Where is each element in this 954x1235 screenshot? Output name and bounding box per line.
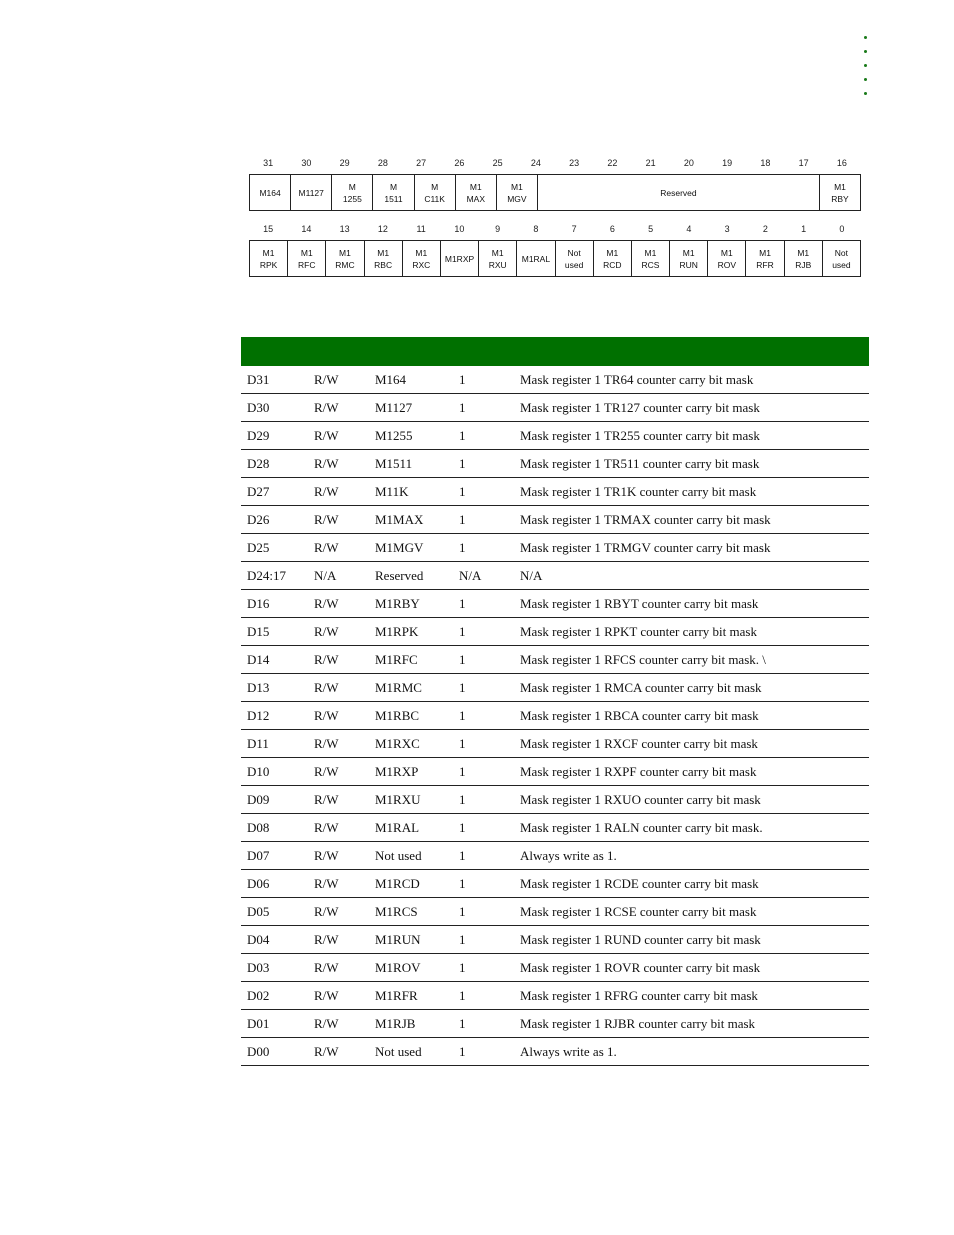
bit-number: 21 <box>645 158 656 168</box>
field-name-cell: M164 <box>369 366 453 394</box>
field-name-cell: M1127 <box>369 394 453 422</box>
bit-cell: D29 <box>241 422 308 450</box>
description-cell: Mask register 1 RXPF counter carry bit mask <box>514 758 869 786</box>
bit-number: 12 <box>377 224 388 234</box>
table-row <box>241 450 869 478</box>
table-row <box>241 506 869 534</box>
field-name-cell: M1511 <box>369 450 453 478</box>
default-cell: 1 <box>453 394 514 422</box>
table-row <box>241 534 869 562</box>
field-name-cell: Not used <box>369 842 453 870</box>
access-cell: R/W <box>308 618 369 646</box>
access-cell: R/W <box>308 926 369 954</box>
header-cell <box>369 337 453 366</box>
default-cell: 1 <box>453 898 514 926</box>
bit-number: 8 <box>533 224 539 234</box>
default-cell: 1 <box>453 786 514 814</box>
bit-cell: D09 <box>241 786 308 814</box>
description-cell: Mask register 1 RCSE counter carry bit mask <box>514 898 869 926</box>
bit-cell: D10 <box>241 758 308 786</box>
access-cell: R/W <box>308 702 369 730</box>
access-cell: R/W <box>308 590 369 618</box>
default-cell: 1 <box>453 702 514 730</box>
field-name-cell: M1RXU <box>369 786 453 814</box>
bit-number: 3 <box>724 224 730 234</box>
bit-field-cell: M C11K <box>415 175 456 210</box>
description-cell: Always write as 1. <box>514 1038 869 1066</box>
default-cell: 1 <box>453 422 514 450</box>
table-row <box>241 394 869 422</box>
description-cell: Mask register 1 RXUO counter carry bit mask <box>514 786 869 814</box>
bit-cell: D16 <box>241 590 308 618</box>
header-cell <box>241 337 308 366</box>
bit-number: 13 <box>339 224 350 234</box>
access-cell: R/W <box>308 394 369 422</box>
bit-field-cell: Not used <box>556 241 594 276</box>
table-row <box>241 870 869 898</box>
bit-cells-high <box>249 174 861 211</box>
access-cell: R/W <box>308 646 369 674</box>
access-cell: R/W <box>308 450 369 478</box>
bit-field-cell: M1127 <box>291 175 332 210</box>
table-row <box>241 926 869 954</box>
bit-number: 11 <box>416 224 426 234</box>
bit-number: 9 <box>495 224 501 234</box>
default-cell: 1 <box>453 758 514 786</box>
field-name-cell: M1RUN <box>369 926 453 954</box>
dot-icon <box>864 92 867 95</box>
table-row <box>241 814 869 842</box>
bit-cell: D06 <box>241 870 308 898</box>
bit-field-cell: M1 RXU <box>479 241 517 276</box>
bit-cell: D08 <box>241 814 308 842</box>
bit-field-cell: M164 <box>250 175 291 210</box>
bit-number: 14 <box>301 224 312 234</box>
default-cell: 1 <box>453 1010 514 1038</box>
field-name-cell: M1RJB <box>369 1010 453 1038</box>
bit-cell: D30 <box>241 394 308 422</box>
access-cell: R/W <box>308 1010 369 1038</box>
bit-number: 6 <box>609 224 615 234</box>
dot-icon <box>864 36 867 39</box>
bit-number: 17 <box>798 158 809 168</box>
description-cell: Mask register 1 TR64 counter carry bit mask <box>514 366 869 394</box>
bit-field-cell: M1 RXC <box>403 241 441 276</box>
description-cell: Mask register 1 RFRG counter carry bit mask <box>514 982 869 1010</box>
bit-field-cell: Not used <box>832 247 851 270</box>
default-cell: 1 <box>453 590 514 618</box>
bit-cell: D13 <box>241 674 308 702</box>
bit-number: 26 <box>454 158 465 168</box>
description-cell: Mask register 1 TR127 counter carry bit mask <box>514 394 869 422</box>
field-name-cell: M1RAL <box>369 814 453 842</box>
default-cell: 1 <box>453 478 514 506</box>
description-cell: Mask register 1 TRMGV counter carry bit mask <box>514 534 869 562</box>
bit-field-cell: M1 ROV <box>708 241 746 276</box>
header-cell <box>453 337 514 366</box>
table-row <box>241 730 869 758</box>
bit-field-cell: M1 RCD <box>594 241 632 276</box>
bit-cell: D24:17 <box>241 562 308 590</box>
bit-field-cell: M1 RCS <box>632 241 670 276</box>
bit-field-cell: M1RXP <box>441 241 479 276</box>
table-row <box>241 562 869 590</box>
bit-number: 7 <box>571 224 577 234</box>
bit-field-cell: M1 MGV <box>497 175 538 210</box>
bit-field-cell: M1 RFR <box>746 241 784 276</box>
bit-cells-low <box>249 240 861 277</box>
bit-numbers-low <box>249 224 861 240</box>
bit-number: 24 <box>530 158 541 168</box>
default-cell: 1 <box>453 646 514 674</box>
bit-number: 0 <box>839 224 845 234</box>
field-name-cell: M1RXC <box>369 730 453 758</box>
description-cell: Mask register 1 TR511 counter carry bit mask <box>514 450 869 478</box>
description-cell: Mask register 1 RBCA counter carry bit mask <box>514 702 869 730</box>
bit-cell: D11 <box>241 730 308 758</box>
bit-numbers-high <box>249 158 861 174</box>
bit-field-cell: M1 RBY <box>831 181 849 204</box>
description-cell: Mask register 1 RJBR counter carry bit mask <box>514 1010 869 1038</box>
default-cell: 1 <box>453 366 514 394</box>
table-header-row <box>241 337 869 366</box>
bit-cell: D27 <box>241 478 308 506</box>
bit-field-cell: M 1511 <box>373 175 414 210</box>
bit-number: 20 <box>683 158 694 168</box>
bit-number: 18 <box>760 158 771 168</box>
default-cell: 1 <box>453 730 514 758</box>
access-cell: R/W <box>308 674 369 702</box>
bit-number: 10 <box>454 224 465 234</box>
field-name-cell: M1RXP <box>369 758 453 786</box>
access-cell: R/W <box>308 730 369 758</box>
access-cell: R/W <box>308 478 369 506</box>
default-cell: 1 <box>453 450 514 478</box>
table-row <box>241 786 869 814</box>
access-cell: R/W <box>308 954 369 982</box>
field-name-cell: M1MGV <box>369 534 453 562</box>
default-cell: 1 <box>453 1038 514 1066</box>
description-cell: Mask register 1 TR255 counter carry bit mask <box>514 422 869 450</box>
bit-field-cell: Reserved <box>538 175 820 210</box>
default-cell: 1 <box>453 674 514 702</box>
table-row <box>241 1038 869 1066</box>
bit-cell: D28 <box>241 450 308 478</box>
bit-number: 15 <box>263 224 274 234</box>
bit-number: 28 <box>377 158 388 168</box>
bit-number: 2 <box>762 224 768 234</box>
access-cell: N/A <box>308 562 369 590</box>
bit-number: 5 <box>648 224 654 234</box>
field-name-cell: M1RFC <box>369 646 453 674</box>
register-table-body <box>241 366 869 1066</box>
dot-icon <box>864 78 867 81</box>
bit-cell: D14 <box>241 646 308 674</box>
table-row <box>241 954 869 982</box>
table-row <box>241 590 869 618</box>
bit-cell: D31 <box>241 366 308 394</box>
bit-field-cell: M1 RMC <box>326 241 364 276</box>
bit-cell: D00 <box>241 1038 308 1066</box>
bit-number: 23 <box>569 158 580 168</box>
access-cell: R/W <box>308 422 369 450</box>
default-cell: 1 <box>453 618 514 646</box>
bit-cell: D02 <box>241 982 308 1010</box>
default-cell: 1 <box>453 870 514 898</box>
bit-field-cell: M1 RFC <box>288 241 326 276</box>
description-cell: Mask register 1 TR1K counter carry bit mask <box>514 478 869 506</box>
description-cell: Mask register 1 RMCA counter carry bit mask <box>514 674 869 702</box>
description-cell: Mask register 1 ROVR counter carry bit mask <box>514 954 869 982</box>
access-cell: R/W <box>308 1038 369 1066</box>
table-row <box>241 646 869 674</box>
bit-cell: D25 <box>241 534 308 562</box>
field-name-cell: M11K <box>369 478 453 506</box>
access-cell: R/W <box>308 506 369 534</box>
access-cell: R/W <box>308 982 369 1010</box>
bit-field-cell: M1 MAX <box>456 175 497 210</box>
bit-number: 1 <box>801 224 807 234</box>
default-cell: N/A <box>453 562 514 590</box>
default-cell: 1 <box>453 814 514 842</box>
description-cell: Mask register 1 RFCS counter carry bit mask. \ <box>514 646 869 674</box>
field-name-cell: M1RCD <box>369 870 453 898</box>
table-row <box>241 618 869 646</box>
bit-number: 22 <box>607 158 618 168</box>
bit-cell: D04 <box>241 926 308 954</box>
field-name-cell: M1RMC <box>369 674 453 702</box>
bit-map-low <box>249 224 861 277</box>
default-cell: 1 <box>453 926 514 954</box>
access-cell: R/W <box>308 842 369 870</box>
table-row <box>241 674 869 702</box>
description-cell: N/A <box>514 562 869 590</box>
bit-field-cell: M1 RUN <box>670 241 708 276</box>
default-cell: 1 <box>453 982 514 1010</box>
bit-cell: D26 <box>241 506 308 534</box>
field-name-cell: M1255 <box>369 422 453 450</box>
description-cell: Mask register 1 RALN counter carry bit mask. <box>514 814 869 842</box>
description-cell: Mask register 1 RCDE counter carry bit mask <box>514 870 869 898</box>
field-name-cell: Reserved <box>369 562 453 590</box>
bit-cell: D07 <box>241 842 308 870</box>
bit-cell: D15 <box>241 618 308 646</box>
default-cell: 1 <box>453 954 514 982</box>
default-cell: 1 <box>453 842 514 870</box>
table-row <box>241 478 869 506</box>
bit-field-cell: M1 RPK <box>250 241 288 276</box>
bit-field-cell: M1RAL <box>517 241 555 276</box>
bit-cell: D12 <box>241 702 308 730</box>
bit-number: 16 <box>836 158 847 168</box>
bit-number: 25 <box>492 158 503 168</box>
default-cell: 1 <box>453 506 514 534</box>
bit-field-cell: M1 RBC <box>365 241 403 276</box>
header-cell <box>308 337 369 366</box>
description-cell: Mask register 1 TRMAX counter carry bit mask <box>514 506 869 534</box>
description-cell: Mask register 1 RPKT counter carry bit mask <box>514 618 869 646</box>
bit-number: 29 <box>339 158 350 168</box>
table-row <box>241 366 869 394</box>
description-cell: Always write as 1. <box>514 842 869 870</box>
bit-cell: D03 <box>241 954 308 982</box>
field-name-cell: M1RBY <box>369 590 453 618</box>
bit-number: 4 <box>686 224 692 234</box>
dot-icon <box>864 64 867 67</box>
access-cell: R/W <box>308 758 369 786</box>
table-row <box>241 422 869 450</box>
table-row <box>241 898 869 926</box>
access-cell: R/W <box>308 870 369 898</box>
bit-cell: D05 <box>241 898 308 926</box>
default-cell: 1 <box>453 534 514 562</box>
table-row <box>241 702 869 730</box>
table-row <box>241 1010 869 1038</box>
field-name-cell: M1ROV <box>369 954 453 982</box>
description-cell: Mask register 1 RXCF counter carry bit mask <box>514 730 869 758</box>
access-cell: R/W <box>308 786 369 814</box>
bit-number: 19 <box>722 158 733 168</box>
table-row <box>241 842 869 870</box>
bit-cell: D01 <box>241 1010 308 1038</box>
access-cell: R/W <box>308 534 369 562</box>
field-name-cell: M1RBC <box>369 702 453 730</box>
table-row <box>241 982 869 1010</box>
header-cell <box>514 337 869 366</box>
description-cell: Mask register 1 RBYT counter carry bit mask <box>514 590 869 618</box>
dot-icon <box>864 50 867 53</box>
access-cell: R/W <box>308 814 369 842</box>
field-name-cell: M1RFR <box>369 982 453 1010</box>
table-row <box>241 758 869 786</box>
bit-number: 27 <box>416 158 427 168</box>
bit-field-cell: M 1255 <box>332 175 373 210</box>
margin-dots <box>864 36 870 106</box>
bit-field-cell: M1 RJB <box>785 241 823 276</box>
register-table <box>241 337 869 1066</box>
field-name-cell: M1MAX <box>369 506 453 534</box>
access-cell: R/W <box>308 366 369 394</box>
bit-number: 30 <box>301 158 312 168</box>
field-name-cell: M1RPK <box>369 618 453 646</box>
bit-map-high <box>249 158 861 211</box>
field-name-cell: M1RCS <box>369 898 453 926</box>
field-name-cell: Not used <box>369 1038 453 1066</box>
access-cell: R/W <box>308 898 369 926</box>
bit-number: 31 <box>263 158 274 168</box>
description-cell: Mask register 1 RUND counter carry bit mask <box>514 926 869 954</box>
